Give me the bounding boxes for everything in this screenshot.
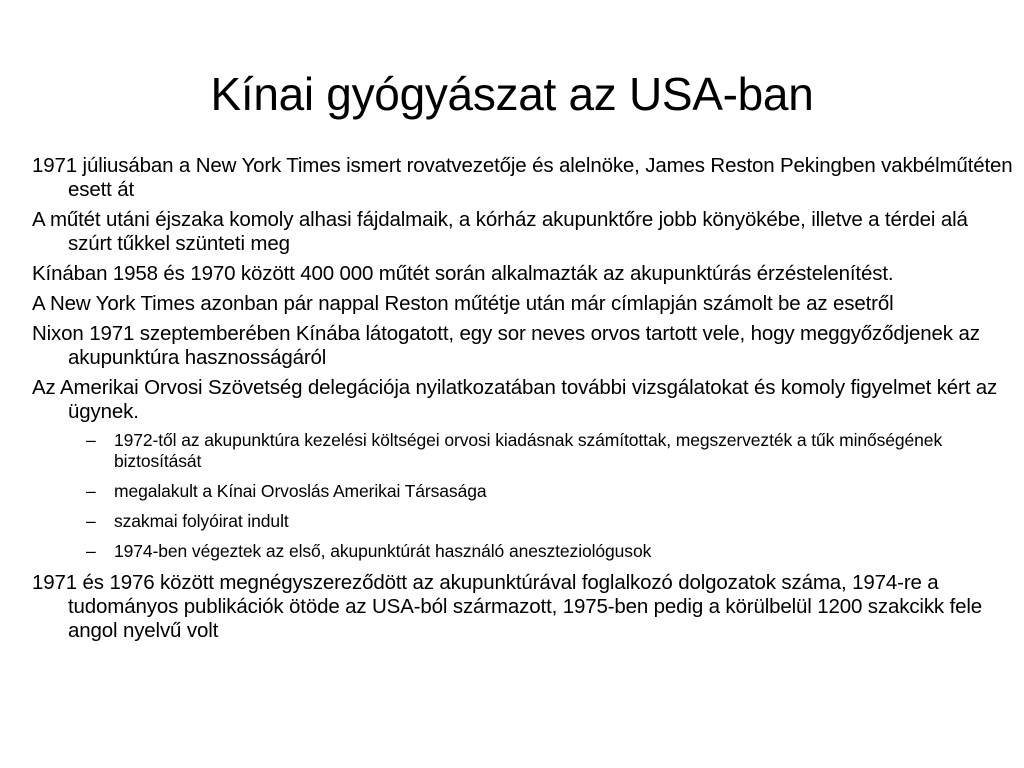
dash-marker: – [86,430,96,450]
bullet-publication-growth: 1971 és 1976 között megnégyszereződött az akupunktúrával foglalkozó dolgozatok száma, 1974-re a tudományos publikációk ötöde az USA-ból származott, 1975-ben pedig a körülbelül 1200 szakcikk fele angol nyelvű volt [32,571,983,642]
bullet-nyt-report: A New York Times azonban pár nappal Reston műtétje után már címlapján számolt be az esetről [32,292,894,315]
sub-bullet-journal-launched [32,511,1016,532]
slide-content [32,154,1016,649]
sub-bullet-text: 1972-től az akupunktúra kezelési költségei orvosi kiadásnak számítottak, megszervezték a tűk minőségének biztosítását [114,430,943,471]
sub-bullet-list [32,430,1016,562]
sub-bullet-text: szakmai folyóirat indult [114,511,289,531]
sub-bullet-cost-coverage [32,430,1016,472]
sub-bullet-text: megalakult a Kínai Orvoslás Amerikai Társasága [114,481,487,501]
dash-marker: – [86,541,96,561]
bullet-ama-delegation: Az Amerikai Orvosi Szövetség delegációja nyilatkozatában további vizsgálatokat és komoly figyelmet kért az ügynek. [32,376,998,423]
sub-bullet-anesthesiologists [32,541,1016,562]
bullet-nixon-visit: Nixon 1971 szeptemberében Kínába látogatott, egy sor neves orvos tartott vele, hogy meggyőződjenek az akupunktúra hasznosságáról [32,322,980,369]
bullet-acupuncture-treatment: A műtét utáni éjszaka komoly alhasi fájdalmaik, a kórház akupunktőre jobb könyökébe, illetve a térdei alá szúrt tűkkel szünteti meg [32,208,968,255]
slide-title: Kínai gyógyászat az USA-ban [210,68,814,120]
bullet-china-statistics: Kínában 1958 és 1970 között 400 000 műtét során alkalmazták az akupunktúrás érzéstelenítést. [32,262,894,285]
bullet-reston-surgery: 1971 júliusában a New York Times ismert rovatvezetője és alelnöke, James Reston Pekingben vakbélműtéten esett át [32,154,1013,201]
sub-bullet-text: 1974-ben végeztek az első, akupunktúrát használó aneszteziológusok [114,541,652,561]
sub-bullet-society-founded [32,481,1016,502]
dash-marker: – [86,511,96,531]
dash-marker: – [86,481,96,501]
